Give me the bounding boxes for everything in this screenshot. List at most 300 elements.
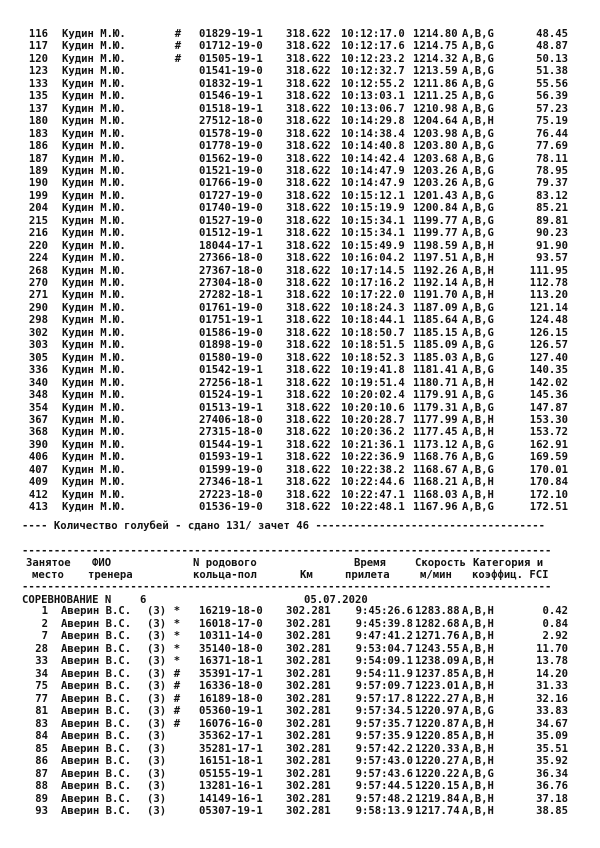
table-row [0,680,600,692]
arrival-time: 10:18:52.3 [341,351,405,364]
speed-value: 1220.85 [415,730,460,742]
table-row [0,215,600,227]
table-row [0,115,600,127]
table-row [0,705,600,717]
place-number: 186 [28,140,48,153]
fci-coefficient: 51.38 [536,65,568,78]
fci-coefficient: 14.20 [536,667,568,680]
distance-km: 302.281 [286,642,331,655]
fci-coefficient: 34.67 [536,717,568,730]
table-row [0,78,600,90]
place-number: 412 [28,488,48,501]
place-number: 290 [28,301,48,314]
table-row [0,302,600,314]
fci-coefficient: 56.39 [536,90,568,103]
table-row [0,755,600,767]
trainer-name: Аверин В.С. [61,805,132,817]
table-row [0,451,600,463]
trainer-name: Аверин В.С. [61,692,132,705]
trainer-name: Кудин М.Ю. [62,351,126,364]
fci-coefficient: 112.78 [529,277,568,289]
arrival-time: 10:15:19.9 [341,202,405,215]
table-row [0,65,600,77]
table-row [0,464,600,476]
speed-value: 1177.45 [413,426,458,439]
trainer-name: Аверин В.С. [61,680,132,692]
distance-km: 318.622 [286,289,331,302]
ring-number: 01536-19-0 [199,501,263,514]
ring-number: 01546-19-1 [199,90,263,103]
ring-number: 01512-19-1 [199,227,263,240]
speed-value: 1211.86 [413,77,458,90]
place-number: 135 [28,90,48,103]
category-code: A,B,H [462,717,494,730]
category-code: A,B,H [462,488,494,501]
fci-coefficient: 169.59 [529,451,568,464]
arrival-time: 9:54:11.9 [355,667,413,680]
group-code: (З) [147,705,167,717]
distance-km: 302.281 [286,617,331,630]
place-number: 302 [28,326,48,339]
distance-km: 318.622 [286,189,331,202]
arrival-time: 10:20:28.7 [341,413,405,426]
distance-km: 318.622 [286,301,331,314]
ring-number: 01544-19-1 [199,438,263,451]
speed-value: 1185.15 [413,326,458,339]
table-row [0,389,600,401]
fci-coefficient: 142.02 [529,376,568,389]
table-row [0,28,600,40]
category-code: A,B,G [462,90,494,103]
group-code: (З) [147,630,167,642]
competition-number: 6 [140,594,147,606]
ring-number: 01580-19-0 [199,351,263,364]
arrival-time: 10:22:36.9 [341,451,405,464]
distance-km: 318.622 [286,326,331,339]
group-code: (З) [147,655,167,667]
ring-number: 35281-17-1 [199,742,263,755]
place-number: 187 [28,152,48,165]
distance-km: 302.281 [286,630,331,642]
speed-value: 1201.43 [413,189,458,202]
trainer-name: Кудин М.Ю. [62,277,126,289]
category-code: A,B,H [462,667,494,680]
fci-coefficient: 85.21 [536,202,568,215]
category-code: A,B,G [462,102,494,115]
group-code: (З) [147,642,167,655]
ring-number: 16018-17-0 [199,617,263,630]
place-number: 199 [28,189,48,202]
speed-value: 1203.26 [413,164,458,177]
place-number: 81 [35,705,48,717]
distance-km: 302.281 [286,692,331,705]
speed-value: 1192.14 [413,277,458,289]
table-row [0,718,600,730]
category-code: A,B,G [462,177,494,190]
ring-number: 27406-18-0 [199,413,263,426]
ring-number: 13281-16-1 [199,780,263,792]
trainer-name: Кудин М.Ю. [62,401,126,414]
distance-km: 318.622 [286,28,331,40]
place-number: 75 [35,680,48,692]
mark-symbol: # [174,28,182,40]
arrival-time: 10:22:38.2 [341,463,405,476]
distance-km: 318.622 [286,164,331,177]
arrival-time: 9:57:17.8 [355,692,413,705]
distance-km: 302.281 [286,742,331,755]
distance-km: 318.622 [286,177,331,190]
place-number: 305 [28,351,48,364]
place-number: 183 [28,127,48,140]
trainer-name: Кудин М.Ю. [62,140,126,153]
category-code: A,B,G [462,189,494,202]
place-number: 354 [28,401,48,414]
arrival-time: 9:45:39.8 [355,617,413,630]
table-row [0,618,600,630]
table-row [0,103,600,115]
speed-value: 1187.09 [413,301,458,314]
category-code: A,B,G [462,152,494,165]
mark-symbol: * [173,605,181,617]
trainer-name: Аверин В.С. [61,717,132,730]
category-code: A,B,H [462,413,494,426]
speed-value: 1168.21 [413,476,458,489]
distance-km: 318.622 [286,227,331,240]
fci-coefficient: 78.95 [536,164,568,177]
arrival-time: 10:17:22.0 [341,289,405,302]
fci-coefficient: 121.14 [529,301,568,314]
distance-km: 318.622 [286,52,331,65]
arrival-time: 10:14:47.9 [341,177,405,190]
category-code: A,B,G [462,227,494,240]
group-code: (З) [147,755,167,767]
fci-coefficient: 140.35 [529,364,568,377]
distance-km: 318.622 [286,65,331,78]
fci-coefficient: 83.12 [536,189,568,202]
arrival-time: 10:22:48.1 [341,501,405,514]
trainer-name: Кудин М.Ю. [62,326,126,339]
trainer-name: Кудин М.Ю. [62,177,126,190]
distance-km: 318.622 [286,463,331,476]
fci-coefficient: 79.37 [536,177,568,190]
trainer-name: Кудин М.Ю. [62,102,126,115]
arrival-time: 10:15:34.1 [341,227,405,240]
fci-coefficient: 76.44 [536,127,568,140]
place-number: 409 [28,476,48,489]
speed-value: 1173.12 [413,438,458,451]
category-code: A,B,H [462,376,494,389]
distance-km: 318.622 [286,152,331,165]
place-number: 348 [28,389,48,402]
trainer-name: Кудин М.Ю. [62,501,126,514]
speed-value: 1214.75 [413,40,458,53]
ring-number: 01542-19-1 [199,364,263,377]
arrival-time: 10:20:10.6 [341,401,405,414]
category-code: A,B,H [462,277,494,289]
trainer-name: Аверин В.С. [61,792,132,805]
table-row [0,140,600,152]
fci-coefficient: 127.40 [529,351,568,364]
category-code: A,B,G [462,202,494,215]
category-code: A,B,G [462,501,494,514]
arrival-time: 10:12:17.0 [341,28,405,40]
arrival-time: 9:57:34.5 [355,705,413,717]
fci-coefficient: 35.92 [536,755,568,767]
distance-km: 318.622 [286,476,331,489]
arrival-time: 10:22:47.1 [341,488,405,501]
arrival-time: 10:19:51.4 [341,376,405,389]
category-code: A,B,H [462,805,494,817]
trainer-name: Кудин М.Ю. [62,301,126,314]
place-number: 88 [35,780,48,792]
fci-coefficient: 172.10 [529,488,568,501]
arrival-time: 9:57:44.5 [355,780,413,792]
separator-text: ----------------------------------------------------------------------------------- [22,581,552,593]
fci-coefficient: 172.51 [529,501,568,514]
competition-label: СОРЕВНОВАНИЕ N [22,594,112,606]
ring-number: 27282-18-1 [199,289,263,302]
table-row [0,252,600,264]
ring-number: 01898-19-0 [199,339,263,352]
fci-coefficient: 50.13 [536,52,568,65]
ring-number: 16219-18-0 [199,605,263,617]
place-number: 89 [35,792,48,805]
ring-number: 14149-16-1 [199,792,263,805]
fci-coefficient: 31.33 [536,680,568,692]
place-number: 271 [28,289,48,302]
header-name-l2: тренера [88,569,133,581]
arrival-time: 10:22:44.6 [341,476,405,489]
speed-value: 1200.84 [413,202,458,215]
place-number: 270 [28,277,48,289]
group-code: (З) [147,767,167,780]
category-code: A,B,H [462,742,494,755]
speed-value: 1191.70 [413,289,458,302]
arrival-time: 10:14:29.8 [341,115,405,128]
separator-text: ----------------------------------------------------------------------------------- [22,545,552,557]
table-row [0,655,600,667]
category-code: A,B,G [462,140,494,153]
category-code: A,B,H [462,426,494,439]
ring-number: 01740-19-0 [199,202,263,215]
ring-number: 16076-16-0 [199,717,263,730]
trainer-name: Аверин В.С. [61,705,132,717]
fci-coefficient: 36.34 [536,767,568,780]
speed-value: 1199.77 [413,214,458,227]
speed-value: 1271.76 [415,630,460,642]
distance-km: 318.622 [286,252,331,265]
place-number: 390 [28,438,48,451]
category-code: A,B,G [462,705,494,717]
category-code: A,B,G [462,301,494,314]
category-code: A,B,H [462,605,494,617]
place-number: 34 [35,667,48,680]
header-ring-l1: N родового [193,557,257,569]
arrival-time: 9:47:41.2 [355,630,413,642]
place-number: 340 [28,376,48,389]
category-code: A,B,H [462,476,494,489]
place-number: 407 [28,463,48,476]
table-row [0,90,600,102]
trainer-name: Кудин М.Ю. [62,202,126,215]
fci-coefficient: 113.20 [529,289,568,302]
table-row [0,489,600,501]
place-number: 303 [28,339,48,352]
trainer-name: Аверин В.С. [61,642,132,655]
distance-km: 302.281 [286,805,331,817]
arrival-time: 9:57:35.7 [355,717,413,730]
ring-number: 01513-19-1 [199,401,263,414]
speed-value: 1179.31 [413,401,458,414]
arrival-time: 10:18:50.7 [341,326,405,339]
distance-km: 302.281 [286,717,331,730]
arrival-time: 9:45:26.6 [355,605,413,617]
trainer-name: Аверин В.С. [61,742,132,755]
distance-km: 302.281 [286,705,331,717]
place-number: 137 [28,102,48,115]
table-row [0,240,600,252]
category-code: A,B,H [462,239,494,252]
arrival-time: 10:13:03.1 [341,90,405,103]
category-code: A,B,H [462,655,494,667]
speed-value: 1192.26 [413,264,458,277]
trainer-name: Кудин М.Ю. [62,239,126,252]
distance-km: 318.622 [286,102,331,115]
category-code: A,B,H [462,780,494,792]
distance-km: 302.281 [286,780,331,792]
header-name-l1: ФИО [92,557,112,569]
speed-value: 1168.76 [413,451,458,464]
mark-symbol: * [173,642,181,655]
place-number: 33 [35,655,48,667]
ring-number: 05155-19-1 [199,767,263,780]
speed-value: 1220.87 [415,717,460,730]
speed-value: 1210.98 [413,102,458,115]
ring-number: 27223-18-0 [199,488,263,501]
arrival-time: 9:57:48.2 [355,792,413,805]
fci-coefficient: 38.85 [536,805,568,817]
ring-number: 01518-19-1 [199,102,263,115]
ring-number: 01541-19-0 [199,65,263,78]
header-cat-l2: коэффиц. FCI [472,569,549,581]
table-row [0,377,600,389]
arrival-time: 10:14:42.4 [341,152,405,165]
arrival-time: 9:57:43.6 [355,767,413,780]
category-code: A,B,G [462,401,494,414]
ring-number: 16371-18-1 [199,655,263,667]
category-code: A,B,G [462,127,494,140]
ring-number: 01521-19-0 [199,164,263,177]
group-code: (З) [147,717,167,730]
category-code: A,B,G [462,389,494,402]
arrival-time: 10:14:47.9 [341,164,405,177]
ring-number: 10311-14-0 [199,630,263,642]
fci-coefficient: 170.84 [529,476,568,489]
trainer-name: Аверин В.С. [61,667,132,680]
category-code: A,B,G [462,339,494,352]
ring-number: 01761-19-0 [199,301,263,314]
category-code: A,B,G [462,451,494,464]
table-row [0,730,600,742]
distance-km: 318.622 [286,438,331,451]
speed-value: 1199.77 [413,227,458,240]
category-code: A,B,H [462,630,494,642]
arrival-time: 10:17:14.5 [341,264,405,277]
place-number: 215 [28,214,48,227]
table-row [0,439,600,451]
speed-value: 1223.01 [415,680,460,692]
trainer-name: Аверин В.С. [61,767,132,780]
distance-km: 318.622 [286,364,331,377]
mark-symbol: # [174,40,182,53]
category-code: A,B,H [462,617,494,630]
table-row [0,177,600,189]
header-speed-l1: Скорость [415,557,467,569]
distance-km: 318.622 [286,413,331,426]
trainer-name: Кудин М.Ю. [62,264,126,277]
speed-value: 1238.09 [415,655,460,667]
trainer-name: Кудин М.Ю. [62,376,126,389]
place-number: 77 [35,692,48,705]
ring-number: 01524-19-1 [199,389,263,402]
category-code: A,B,G [462,438,494,451]
table-row [0,277,600,289]
header-speed-l2: м/мин [420,569,452,581]
arrival-time: 10:13:06.7 [341,102,405,115]
fci-coefficient: 37.18 [536,792,568,805]
place-number: 7 [41,630,48,642]
fci-coefficient: 78.11 [536,152,568,165]
arrival-time: 10:15:49.9 [341,239,405,252]
place-number: 336 [28,364,48,377]
category-code: A,B,H [462,792,494,805]
distance-km: 302.281 [286,605,331,617]
mark-symbol: # [174,52,182,65]
mark-symbol: # [173,692,181,705]
arrival-time: 10:15:12.1 [341,189,405,202]
distance-km: 318.622 [286,376,331,389]
distance-km: 318.622 [286,339,331,352]
table-row [0,768,600,780]
place-number: 83 [35,717,48,730]
speed-value: 1197.51 [413,252,458,265]
place-number: 298 [28,314,48,327]
speed-value: 1219.84 [415,792,460,805]
table-row [0,53,600,65]
fci-coefficient: 0.84 [542,617,568,630]
fci-coefficient: 55.56 [536,77,568,90]
trainer-name: Кудин М.Ю. [62,77,126,90]
speed-value: 1168.67 [413,463,458,476]
fci-coefficient: 48.87 [536,40,568,53]
ring-number: 16189-18-0 [199,692,263,705]
table-row [0,165,600,177]
arrival-time: 10:12:23.2 [341,52,405,65]
fci-coefficient: 75.19 [536,115,568,128]
ring-number: 27256-18-1 [199,376,263,389]
arrival-time: 10:12:17.6 [341,40,405,53]
trainer-name: Кудин М.Ю. [62,488,126,501]
distance-km: 318.622 [286,239,331,252]
arrival-time: 10:18:51.5 [341,339,405,352]
category-code: A,B,H [462,642,494,655]
speed-value: 1214.80 [413,28,458,40]
separator-mid [0,581,600,593]
category-code: A,B,G [462,214,494,227]
fci-coefficient: 35.09 [536,730,568,742]
place-number: 413 [28,501,48,514]
speed-value: 1237.85 [415,667,460,680]
